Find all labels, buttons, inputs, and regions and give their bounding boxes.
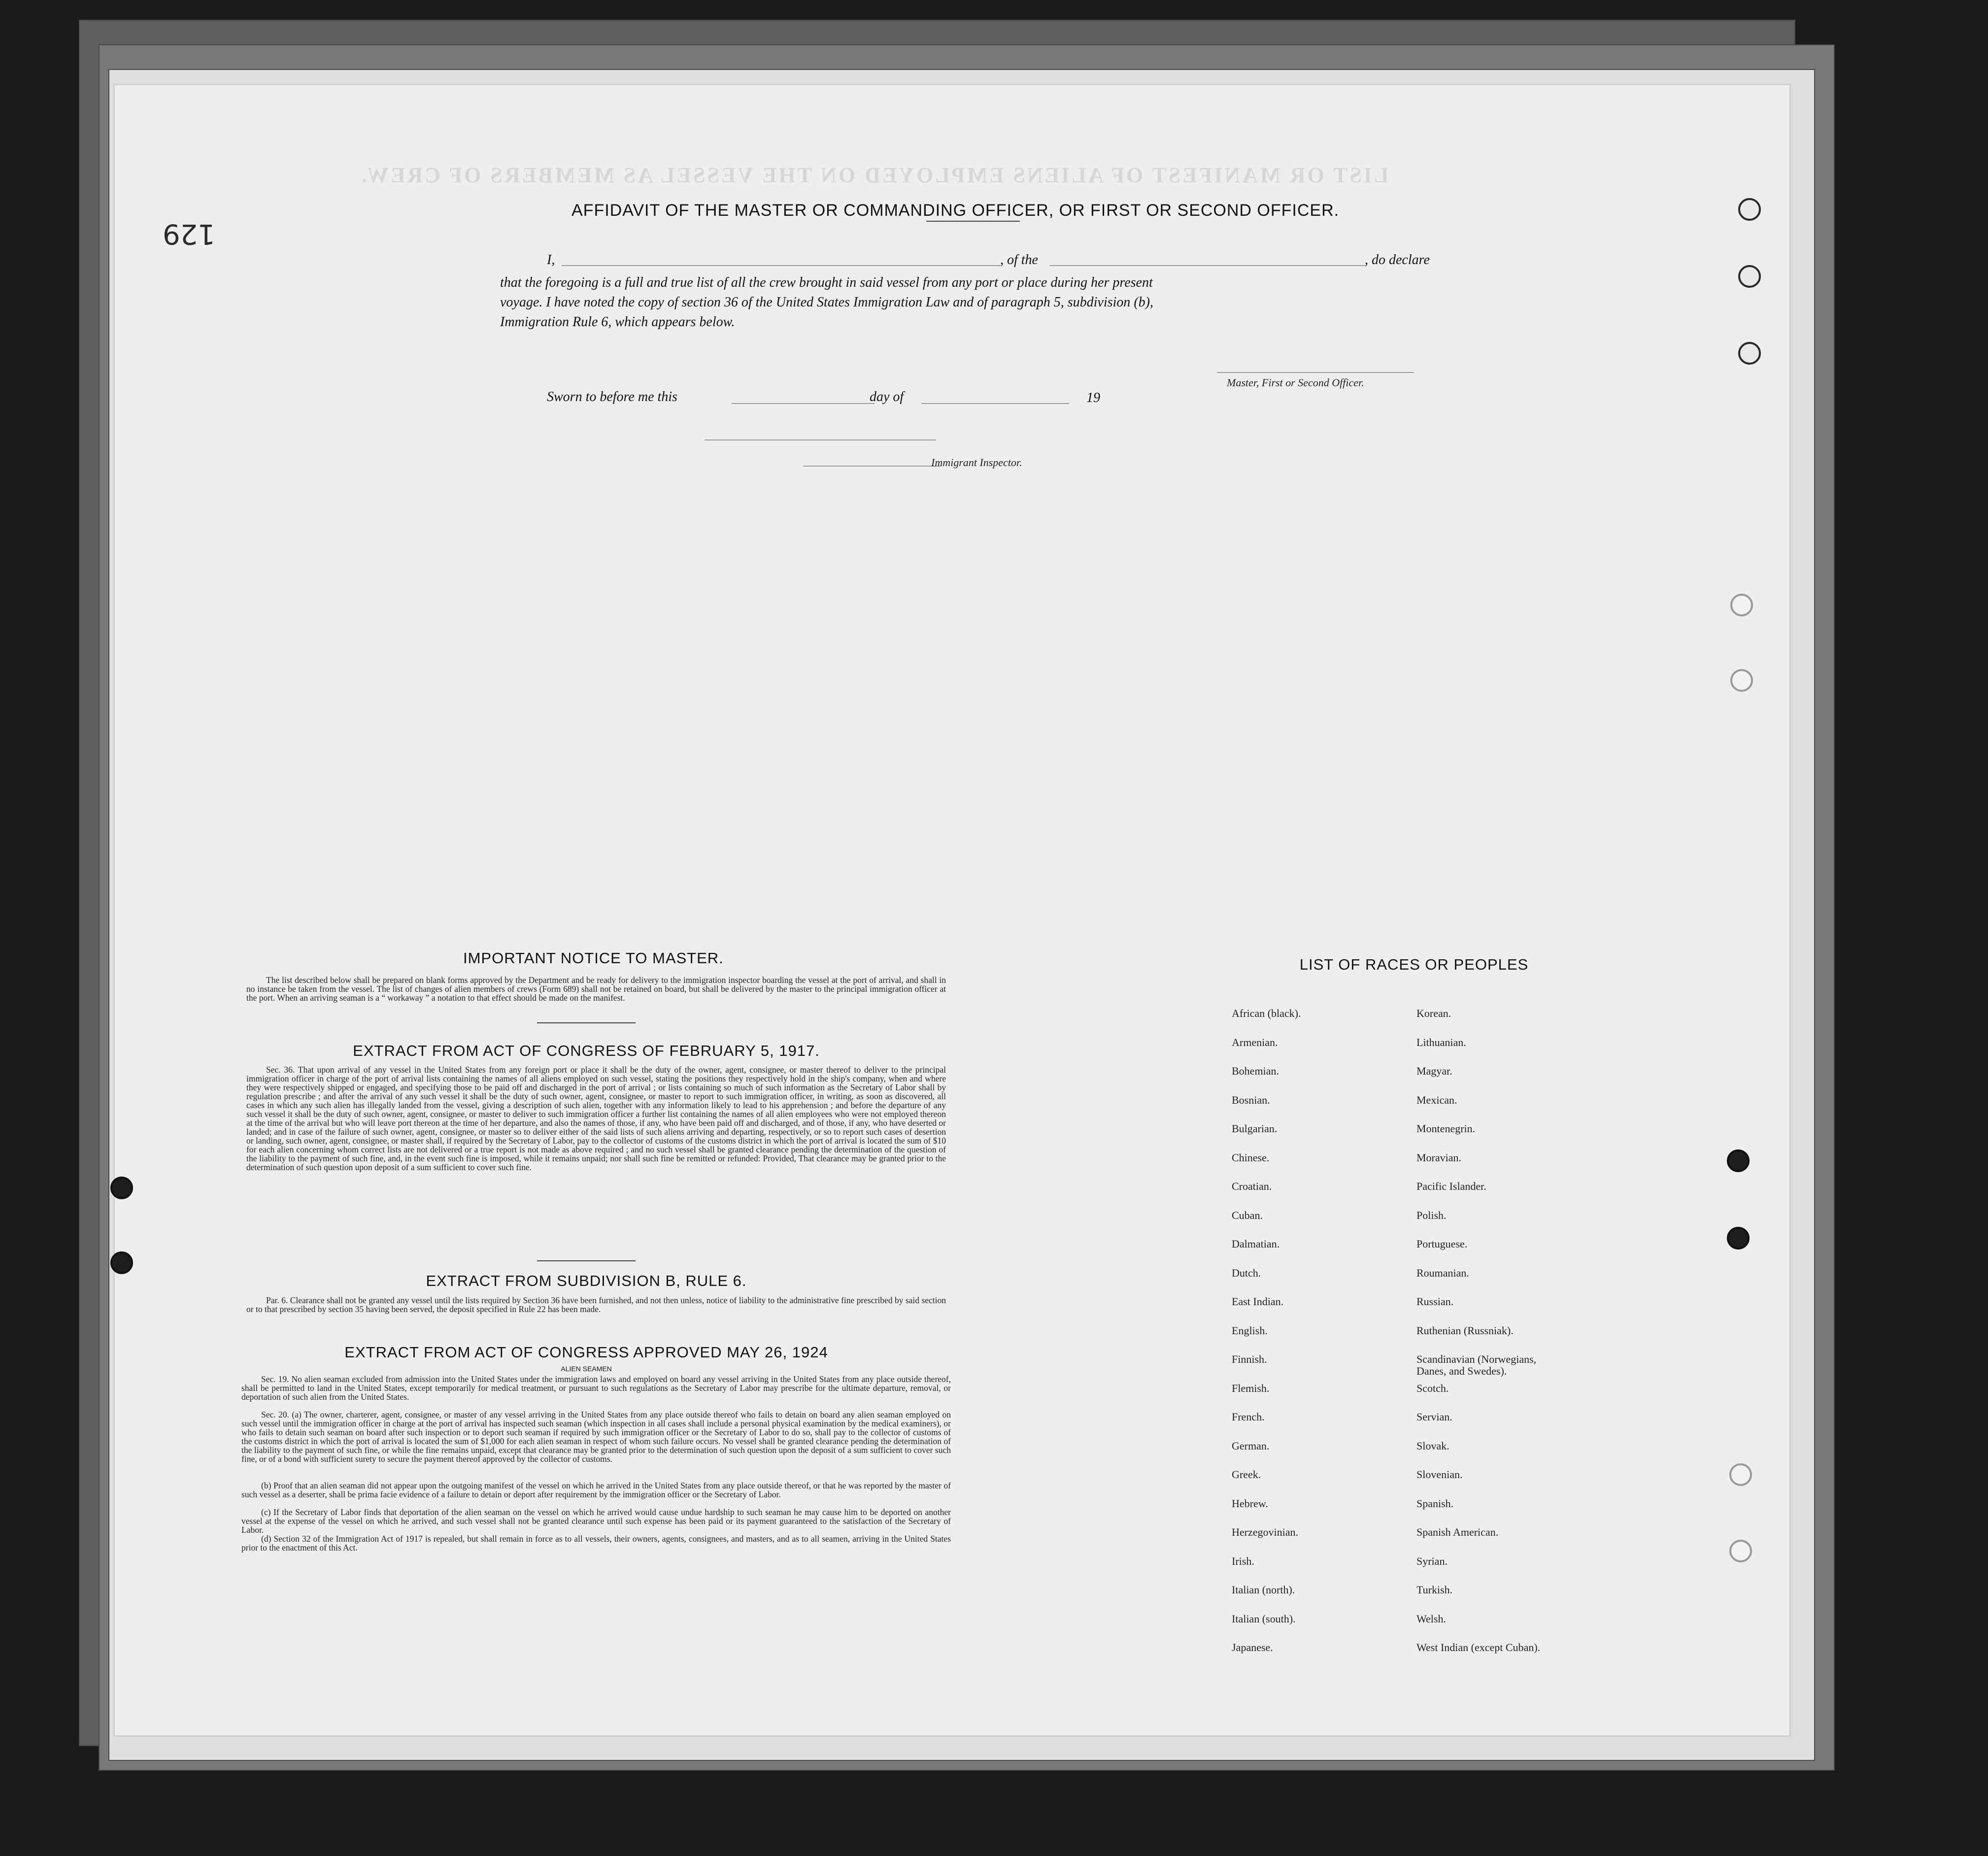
race-item: Polish. <box>1416 1209 1447 1221</box>
races-title: LIST OF RACES OR PEOPLES <box>1299 956 1529 973</box>
affidavit-of-the-label: , of the <box>1000 252 1038 268</box>
affidavit-name-blank <box>562 265 1000 266</box>
binder-hole <box>110 1251 133 1274</box>
signature-label: Master, First or Second Officer. <box>1227 376 1364 389</box>
race-item: Moravian. <box>1416 1151 1462 1164</box>
race-item: Slovenian. <box>1416 1468 1463 1481</box>
race-item: Italian (north). <box>1232 1584 1295 1596</box>
notice-title: IMPORTANT NOTICE TO MASTER. <box>463 949 724 967</box>
race-item: German. <box>1232 1439 1270 1452</box>
race-item: Pacific Islander. <box>1416 1180 1486 1192</box>
affidavit-body-line2: voyage. I have noted the copy of section 36 of the United States Immigration Law and of paragraph 5, subdivision (b), <box>500 295 1153 310</box>
extract-1924-sec20d: (d) Section 32 of the Immigration Act of 1917 is repealed, but shall remain in force as to all vessels, their owners, agents, consignees, and masters, and as to all seamen, arriving in the United States prior to the enactment of this Act. <box>241 1534 951 1552</box>
race-item: Bosnian. <box>1232 1093 1270 1106</box>
race-item: Magyar. <box>1416 1065 1452 1077</box>
binder-hole <box>1738 265 1761 288</box>
binder-hole <box>1730 594 1753 616</box>
race-item: West Indian (except Cuban). <box>1416 1641 1541 1654</box>
subdivision-title: EXTRACT FROM SUBDIVISION B, RULE 6. <box>426 1272 747 1289</box>
race-item: Syrian. <box>1416 1554 1448 1567</box>
extract-1917-text: Sec. 36. That upon arrival of any vessel in the United States from any foreign port or place it shall be the duty of the owner, agent, consignee, or master thereof to deliver to the principal immigration officer in charge of the port of arrival lists containing the names of all aliens employed on such vessel, stating the positions they respectively hold in the ship's company, when and where they were respectively shipped or engaged, and specifying those to be paid off and discharged in the port of arrival ; or lists containing so much of such information as the Secretary of Labor shall by regulation prescribe ; and after the arrival of any such vessel it shall be the duty of such owner, agent, consignee, or master to report to such immigration officer, in writing, as soon as discovered, all cases in which any such alien has illegally landed from the vessel, giving a description of such alien, together with any information likely to lead to his apprehension ; and before the departure of any such vessel it shall be the duty of such owner, agent, consignee, or master to deliver to such immigration officer a further list containing the names of all alien employees who were not employed thereon at the time of the arrival but who will leave port thereon at the time of her departure, and also the names of those, if any, who have been paid off and discharged, and of those, if any, who have deserted or landed; and in case of the failure of such owner, agent, consignee, or master so to deliver either of the said lists of such aliens arriving and departing, respectively, or so to report such cases of desertion or landing, such owner, agent, consignee, or master shall, if required by the Secretary of Labor, pay to the collector of customs of the customs district in which the port of arrival is located the sum of $10 for each alien concerning whom correct lists are not delivered or a true report is not made as above required ; and no such vessel shall be granted clearance pending the determination of the question of the liability to the payment of such fine, and, in the event such fine is imposed, while it remains unpaid; nor shall such fine be remitted or refunded: Provided, That clearance may be granted prior to the determination of such question upon deposit of a sum sufficient to cover such fine. <box>246 1065 946 1172</box>
race-item: Portuguese. <box>1416 1238 1468 1250</box>
race-item: Montenegrin. <box>1416 1122 1476 1135</box>
extract-1924-sec20b: (b) Proof that an alien seaman did not appear upon the outgoing manifest of the vessel on which he arrived in the United States from any place outside thereof, or that he was reported by the master of such vessel as a deserter, shall be prima facie evidence of a failure to detain or deport after requirement by the immigration officer or the Secretary of Labor. <box>241 1481 951 1499</box>
extract-1924-sec19: Sec. 19. No alien seaman excluded from admission into the United States under the immigration laws and employed on board any vessel arriving in the United States from any place outside thereof, shall be permitted to land in the United States, except temporarily for medical treatment, or pursuant to such regulations as the Secretary of Labor may prescribe for the ultimate departure, removal, or deportation of such alien from the United States. <box>241 1374 951 1402</box>
race-item: Roumanian. <box>1416 1266 1469 1279</box>
binder-hole <box>1727 1149 1750 1172</box>
race-item: East Indian. <box>1232 1295 1284 1308</box>
race-item: Spanish. <box>1416 1497 1454 1510</box>
binder-hole <box>110 1177 133 1199</box>
binder-hole <box>1727 1227 1750 1249</box>
race-item: Turkish. <box>1416 1584 1453 1596</box>
race-item: Bulgarian. <box>1232 1122 1278 1135</box>
race-item: Flemish. <box>1232 1382 1270 1394</box>
day-of-label: day of <box>870 389 904 405</box>
races-list-left <box>1232 1008 1389 1671</box>
race-item: Slovak. <box>1416 1439 1449 1452</box>
extract-1917-title: EXTRACT FROM ACT OF CONGRESS OF FEBRUARY 5, 1917. <box>353 1042 820 1059</box>
race-item: English. <box>1232 1324 1268 1337</box>
extract-1917-divider <box>537 1260 636 1261</box>
race-item: Irish. <box>1232 1554 1254 1567</box>
binder-hole <box>1729 1463 1752 1486</box>
race-item: Cuban. <box>1232 1209 1263 1221</box>
race-item: Japanese. <box>1232 1641 1273 1654</box>
extract-1924-sec20c: (c) If the Secretary of Labor finds that deportation of the alien seaman on the vessel on which he arrived would cause undue hardship to such seaman he may cause him to be deported on another vessel at the expense of the vessel on which he arrived, and such vessel shall not be granted clearance until such expense has been paid or its payment guaranteed to the satisfaction of the Secretary of Labor. <box>241 1507 951 1535</box>
race-item: Chinese. <box>1232 1151 1270 1164</box>
race-item: Lithuanian. <box>1416 1036 1466 1048</box>
sworn-month-blank <box>921 403 1069 404</box>
extract-1924-sec20a: Sec. 20. (a) The owner, charterer, agent, consignee, or master of any vessel arriving in the United States from any place outside thereof who fails to detain on board any alien seaman employed on such vessel until the immigration officer in charge at the port of arrival has inspected such seaman (which inspection in all cases shall include a personal physical examination by the medical examiners), or who fails to detain such seaman on board after such inspection or to deport such seaman if required by such immigration officer or the Secretary of Labor to do so, shall pay to the collector of customs of the customs district in which the port of arrival is located the sum of $1,000 for each alien seaman in respect of whom such failure occurs. No vessel shall be granted clearance pending the determination of the liability to the payment of such fine, or while the fine remains unpaid, except that clearance may be granted prior to the determination of such question upon the deposit of a sum sufficient to cover such fine, or of a bond with sufficient surety to secure the payment thereof approved by the collector of customs. <box>241 1410 951 1464</box>
extract-1924-title: EXTRACT FROM ACT OF CONGRESS APPROVED MAY 26, 1924 <box>344 1344 828 1361</box>
notice-text: The list described below shall be prepared on blank forms approved by the Department and be ready for delivery to the immigration inspector boarding the vessel at the port of arrival, and shall in no instance be taken from the vessel. The list of changes of alien members of crews (Form 689) shall not be retained on board, but shall be delivered by the master to the principal immigration officer at the port. When an arriving seaman is a “ workaway ” a notation to that effect should be made on the manifest. <box>246 975 946 1003</box>
race-item: French. <box>1232 1411 1265 1423</box>
bleed-through-header: LIST OR MANIFEST OF ALIENS EMPLOYED ON THE VESSEL AS MEMBERS OF CREW. <box>360 163 1389 187</box>
race-item: Dalmatian. <box>1232 1238 1280 1250</box>
race-item: Russian. <box>1416 1295 1454 1308</box>
extract-1924-subtitle: ALIEN SEAMEN <box>561 1365 612 1373</box>
race-item: Hebrew. <box>1232 1497 1268 1510</box>
race-item: Italian (south). <box>1232 1612 1296 1625</box>
race-item: Korean. <box>1416 1007 1451 1019</box>
notice-divider <box>537 1022 636 1023</box>
inspector-blank <box>803 466 941 467</box>
race-item: Greek. <box>1232 1468 1261 1481</box>
race-item: Croatian. <box>1232 1180 1272 1192</box>
affidavit-body-line3: Immigration Rule 6, which appears below. <box>500 314 735 330</box>
race-item: Scotch. <box>1416 1382 1449 1394</box>
subdivision-text: Par. 6. Clearance shall not be granted any vessel until the lists required by Section 36 have been furnished, and not then unless, notice of liability to the administrative fine prescribed by said section or to that prescribed by section 35 having been served, the deposit specified in Rule 22 has been made. <box>246 1295 946 1314</box>
race-item: Scandinavian (Norwegians, Danes, and Swedes). <box>1416 1353 1537 1377</box>
binder-hole <box>1729 1540 1752 1562</box>
race-item: African (black). <box>1232 1007 1301 1019</box>
affidavit-vessel-blank <box>1049 265 1365 266</box>
year-label: 19 <box>1086 390 1100 405</box>
document-page <box>113 84 1791 1737</box>
race-item: Welsh. <box>1416 1612 1446 1625</box>
race-item: Spanish American. <box>1416 1526 1499 1538</box>
race-item: Finnish. <box>1232 1353 1267 1365</box>
race-item: Dutch. <box>1232 1266 1261 1279</box>
affidavit-title: AFFIDAVIT OF THE MASTER OR COMMANDING OFFICER, OR FIRST OR SECOND OFFICER. <box>572 201 1340 220</box>
inspector-blank-top <box>705 439 936 440</box>
race-item: Bohemian. <box>1232 1065 1279 1077</box>
races-list-right <box>1416 1008 1623 1671</box>
sworn-day-blank <box>732 403 875 404</box>
affidavit-do-declare: , do declare <box>1365 252 1430 268</box>
page-number: 129 <box>163 218 215 250</box>
race-item: Ruthenian (Russniak). <box>1416 1324 1514 1337</box>
affidavit-title-rule <box>926 221 1020 222</box>
binder-hole <box>1738 342 1761 365</box>
inspector-label: Immigrant Inspector. <box>931 456 1022 469</box>
race-item: Herzegovinian. <box>1232 1526 1298 1538</box>
race-item: Armenian. <box>1232 1036 1278 1048</box>
affidavit-i-label: I, <box>547 252 555 268</box>
race-item: Servian. <box>1416 1411 1452 1423</box>
sworn-label: Sworn to before me this <box>547 389 677 405</box>
race-item: Mexican. <box>1416 1093 1457 1106</box>
affidavit-body-line1: that the foregoing is a full and true list of all the crew brought in said vessel from any port or place during her present <box>500 275 1153 290</box>
binder-hole <box>1738 198 1761 221</box>
signature-blank <box>1217 372 1414 373</box>
binder-hole <box>1730 669 1753 692</box>
